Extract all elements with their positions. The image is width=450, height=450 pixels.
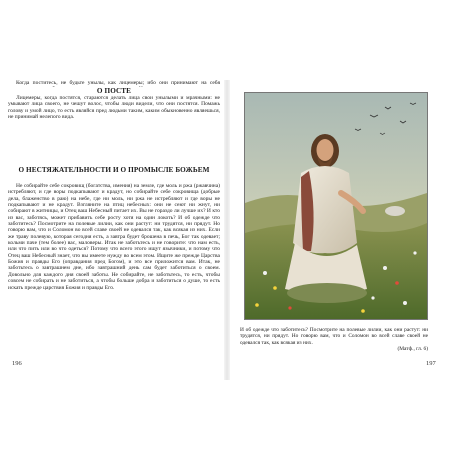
sheep [385,206,405,216]
caption-source: (Матф., гл. 6) [397,345,428,352]
book-gutter [224,80,230,380]
intro-paragraph: Когда поститесь, не будьте унылы, как лицемеры; ибо они принимают на себя [16,80,220,86]
nest-paragraph: Не собирайте себе сокровищ (богатства, имения) на земле, где моль и ржа (ржавчина) истребляют, и где воры подкапывают и крадут, но собирайте себе сокровища (добрые дела, блаженство в раю) на небе, где ни моль, ни ржа не истребляют и где воры не подкапывают и не крадут. Взгляните на птиц небесных: они не сеют ни жнут, ни собирают в житницы, и Отец ваш Небесный питает их. Вы не гораздо ли лучше их? И кто из вас, заботясь, может прибавить себе росту хотя на один локоть? И об одежде что заботитесь? Посмотрите на полевые лилии, как они растут: ни трудятся, ни прядут. Но говорю вам, что и Соломон во всей славе своей не одевался так, как всякая из них. Если же траву полевую, которая сегодня есть, а завтра будет брошена в печь, Бог так одевает; кольми паче (тем более) вас, маловеры. Итак не заботьтесь и не говорите: что нам есть, или что пить или во что одеться? Потому что всего этого ищут язычники, и потому что Отец ваш Небесный знает, что вы имеете нужду во всем этом. Ищите же прежде Царства Божия и правды Его (оправдания пред Богом), и это все приложится вам. Итак, не заботьтесь о завтрашнем дне, ибо завтрашний день сам будет заботиться о своем. Довольно для каждого дня своей заботы. Не собирайте, не заботьтесь, то есть, чтобы совсем не собирать и не заботиться, а чтобы больше добра и заботиться о душе, то есть искать прежде царствия Божия и правды Его. [8,183,220,291]
jesus-illustration [244,92,428,320]
page-number-left: 196 [12,360,22,367]
illustration-caption [240,327,428,352]
illustration-svg [245,93,427,319]
page-number-right: 197 [426,360,436,367]
caption-text: И об одежде что заботитесь? Посмотрите на полевые лилии, как они растут: ни трудятся, ни прядут. Но говорю вам, что и Соломон во всей славе своей не одевался так, как всякая из них. [240,327,428,346]
heading-nestyazhatelnost: О НЕСТЯЖАТЕЛЬНОСТИ И О ПРОМЫСЛЕ БОЖЬЕМ [18,166,210,174]
post-paragraph: Лицемеры, когда постятся, стараются делать лица свои унылыми и мрачными: не умывают лица своего, не чешут волос, чтобы люди видели, что они постятся. Помажь голову и умой лицо, то есть являйся пред людьми таким, каким обыкновенно являешься, не принимай нелепого вида. [8,95,220,121]
left-page [8,80,220,380]
heading-post: О ПОСТЕ [96,87,132,95]
